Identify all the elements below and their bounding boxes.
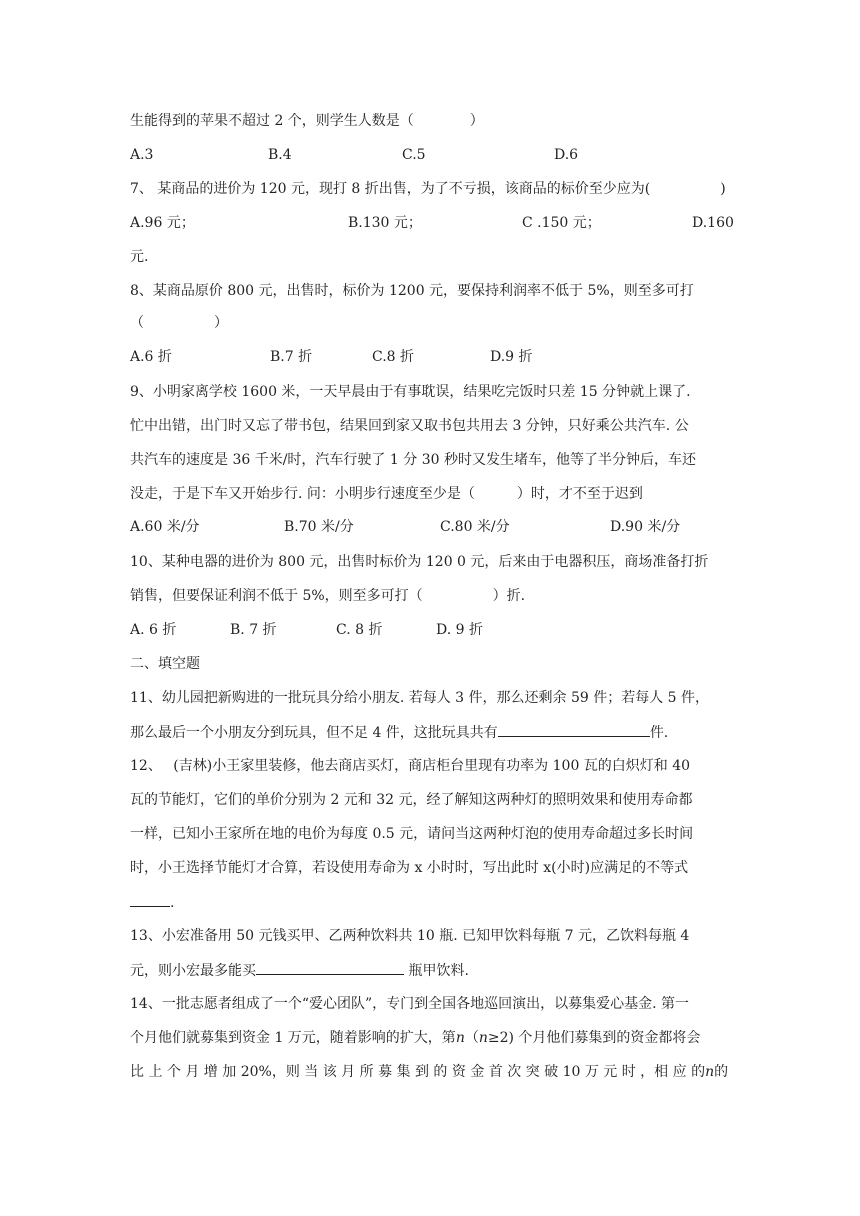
question-14-text-3: 比 上 个 月 增 加 20%，则 当 该 月 所 募 集 到 的 资 金 首 次 突 破 10 万 元 时 ，相 应 的 — [130, 1064, 706, 1080]
question-11-line-1: 11、幼儿园把新购进的一批玩具分给小朋友. 若每人 3 件，那么还剩余 59 件；若每人 5 件， — [130, 690, 710, 706]
question-12-blank-line — [130, 892, 174, 913]
question-11-text: 那么最后一个小朋友分到玩具，但不足 4 件，这批玩具共有 — [130, 725, 498, 741]
question-9-line-1: 9、小明家离学校 1600 米，一天早晨由于有事耽误，结果吃完饭时只差 15 分钟就上课了. — [130, 384, 691, 400]
option-a: A.60 米/分 — [130, 519, 200, 535]
question-10-line-1: 10、某种电器的进价为 800 元，出售时标价为 120 0 元，后来由于电器积压，商场准备打折 — [130, 554, 709, 570]
variable-n: n — [455, 1030, 465, 1046]
question-13-line-2 — [130, 960, 469, 981]
question-14-line-3 — [130, 1062, 728, 1082]
answer-blank — [498, 722, 650, 737]
question-9-line-3: 共汽车的速度是 36 千米/时，汽车行驶了 1 分 30 秒时又发生堵车，他等了半分钟后，车还 — [130, 452, 696, 468]
question-13-text: 元，则小宏最多能买 — [130, 963, 256, 979]
question-6-tail: 生能得到的苹果不超过 2 个，则学生人数是（ ） — [130, 113, 484, 129]
option-b: B.130 元； — [348, 215, 422, 231]
question-11-unit: 件. — [649, 725, 669, 741]
option-a: A.6 折 — [130, 349, 172, 365]
question-8-bracket: （ ） — [130, 315, 228, 331]
question-12-line-4: 时，小王选择节能灯才合算，若设使用寿命为 x 小时时，写出此时 x(小时)应满足的不等式 — [130, 860, 689, 876]
question-12-line-1: 12、 (吉林)小王家里装修，他去商店买灯，商店柜台里现有功率为 100 瓦的白炽灯和 40 — [130, 758, 691, 774]
answer-blank — [256, 960, 404, 975]
section-title: 二、填空题 — [130, 656, 200, 672]
question-14-text-2: ≥2) 个月他们募集到的资金都将会 — [487, 1030, 701, 1046]
question-7-wrap: 元. — [130, 249, 149, 265]
question-9-line-4: 没走，于是下车又开始步行. 问：小明步行速度至少是（ ）时，才不至于迟到 — [130, 486, 643, 502]
option-d: D.160 — [692, 215, 734, 231]
option-b: B.4 — [268, 147, 292, 163]
variable-n: n — [705, 1064, 715, 1080]
option-d: D.90 米/分 — [610, 519, 681, 535]
option-b: B.70 米/分 — [284, 519, 354, 535]
question-12-line-2: 瓦的节能灯，它们的单价分别为 2 元和 32 元，经了解知这两种灯的照明效果和使用寿命都 — [130, 792, 693, 808]
question-13-tail: 瓶甲饮料. — [408, 963, 469, 979]
option-a: A.3 — [130, 147, 154, 163]
option-b: B. 7 折 — [230, 622, 277, 638]
option-a: A.96 元； — [130, 215, 195, 231]
question-12-line-3: 一样，已知小王家所在地的电价为每度 0.5 元，请问当这两种灯泡的使用寿命超过多长时间 — [130, 826, 694, 842]
variable-n: n — [478, 1030, 488, 1046]
question-14-line-2 — [130, 1028, 700, 1048]
question-14-text: 个月他们就募集到资金 1 万元，随着影响的扩大，第 — [130, 1030, 456, 1046]
question-14-paren: （ — [464, 1030, 479, 1046]
option-b: B.7 折 — [270, 349, 313, 365]
question-10-line-2: 销售，但要保证利润不低于 5%，则至多可打（ ）折. — [130, 588, 526, 604]
question-13-line-1: 13、小宏准备用 50 元钱买甲、乙两种饮料共 10 瓶. 已知甲饮料每瓶 7 元，乙饮料每瓶 4 — [130, 928, 690, 944]
option-d: D.9 折 — [490, 349, 533, 365]
option-c: C .150 元； — [522, 215, 601, 231]
option-c: C.5 — [402, 147, 426, 163]
answer-blank — [130, 892, 170, 907]
question-14-line-1: 14、一批志愿者组成了一个“爱心团队”，专门到全国各地巡回演出，以募集爱心基金. 第一 — [130, 996, 690, 1012]
option-d: D. 9 折 — [436, 622, 483, 638]
question-8-text: 8、某商品原价 800 元，出售时，标价为 1200 元，要保持利润率不低于 5%，则至多可打 — [130, 283, 694, 299]
option-a: A. 6 折 — [130, 622, 177, 638]
question-14-tail: 的 — [714, 1064, 729, 1080]
question-7-text: 7、 某商品的进价为 120 元，现打 8 折出售，为了不亏损，该商品的标价至少应为( ) — [130, 181, 726, 197]
question-12-tail: . — [170, 895, 175, 911]
option-c: C.80 米/分 — [440, 519, 510, 535]
option-d: D.6 — [554, 147, 579, 163]
question-11-line-2 — [130, 722, 668, 743]
option-c: C.8 折 — [372, 349, 415, 365]
option-c: C. 8 折 — [336, 622, 383, 638]
question-9-line-2: 忙中出错，出门时又忘了带书包，结果回到家又取书包共用去 3 分钟，只好乘公共汽车. 公 — [130, 418, 689, 434]
